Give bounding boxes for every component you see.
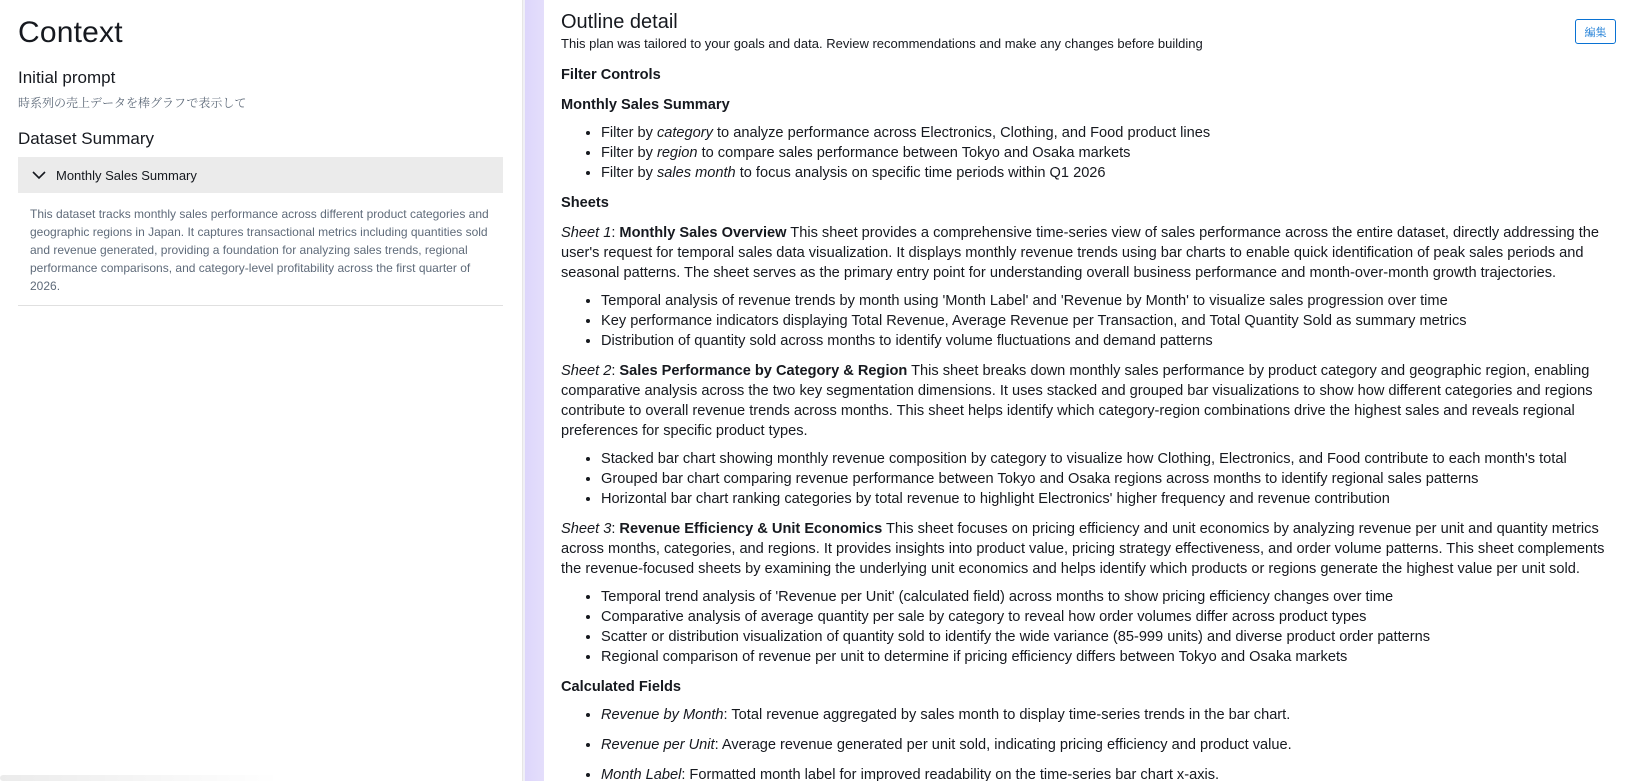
calculated-fields-list xyxy=(561,705,1618,781)
accordion-label: Monthly Sales Summary xyxy=(56,167,197,183)
list-item: • Filter by sales month to focus analysis on specific time periods within Q1 2026 xyxy=(601,163,1618,183)
list-item: • Revenue by Month: Total revenue aggregated by sales month to display time-series trends in the bar chart. xyxy=(601,705,1618,725)
sheet-3-description: Sheet 3: Revenue Efficiency & Unit Economics This sheet focuses on pricing efficiency and unit economics by analyzing revenue per unit and quantity metrics across months, categories, and regions. It provides insights into product value, pricing strategy effectiveness, and order volume patterns. This sheet complements the revenue-focused sheets by examining the underlying unit economics and helps identify which products or regions generate the highest value per unit sold. xyxy=(561,521,1605,577)
list-item: • Horizontal bar chart ranking categories by total revenue to highlight Electronics' higher frequency and revenue contribution xyxy=(601,489,1618,509)
list-item: • Temporal trend analysis of 'Revenue per Unit' (calculated field) across months to show pricing efficiency changes over time xyxy=(601,587,1618,607)
list-item: • Filter by region to compare sales performance between Tokyo and Osaka markets xyxy=(601,143,1618,163)
sheet-2-bullets xyxy=(561,449,1618,509)
list-item: • Grouped bar chart comparing revenue performance between Tokyo and Osaka regions across months to identify regional sales patterns xyxy=(601,469,1618,489)
chevron-down-icon[interactable] xyxy=(30,166,48,184)
outline-title: Outline detail xyxy=(561,11,678,33)
initial-prompt-heading: Initial prompt xyxy=(18,68,116,87)
list-item: • Key performance indicators displaying Total Revenue, Average Revenue per Transaction, and Total Quantity Sold as summary metrics xyxy=(601,311,1618,331)
outline-panel xyxy=(544,0,1626,781)
accordion-header[interactable] xyxy=(18,157,503,193)
sheets-heading: Sheets xyxy=(561,195,609,211)
edit-button[interactable]: 編集 xyxy=(1575,19,1616,44)
outline-content xyxy=(561,65,1618,781)
list-item: • Revenue per Unit: Average revenue generated per unit sold, indicating pricing efficiency and product value. xyxy=(601,735,1618,755)
filter-controls-heading: Filter Controls xyxy=(561,67,661,83)
panel-divider[interactable] xyxy=(522,0,544,781)
list-item: • Regional comparison of revenue per unit to determine if pricing efficiency differs between Tokyo and Osaka markets xyxy=(601,647,1618,667)
sheet-1-description: Sheet 1: Monthly Sales Overview This sheet provides a comprehensive time-series view of sales performance across the entire dataset, directly addressing the user's request for temporal sales data visualization. It displays monthly revenue trends using bar charts to enable quick identification of peak sales periods and seasonal patterns. The sheet serves as the primary entry point for understanding overall business performance and month-over-month growth trajectories. xyxy=(561,225,1600,281)
initial-prompt-text: 時系列の売上データを棒グラフで表示して xyxy=(18,96,247,110)
context-title: Context xyxy=(18,16,123,49)
sheet-3-bullets xyxy=(561,587,1618,667)
filter-list xyxy=(561,123,1618,183)
scroll-shadow xyxy=(0,775,280,781)
context-panel xyxy=(0,0,522,781)
list-item: • Filter by category to analyze performance across Electronics, Clothing, and Food product lines xyxy=(601,123,1618,143)
calculated-fields-heading: Calculated Fields xyxy=(561,679,682,695)
dataset-summary-heading: Dataset Summary xyxy=(18,129,155,148)
list-item: • Month Label: Formatted month label for improved readability on the time-series bar chart x-axis. xyxy=(601,765,1618,781)
list-item: • Comparative analysis of average quantity per sale by category to reveal how order volumes differ across product types xyxy=(601,607,1618,627)
outline-subtitle: This plan was tailored to your goals and data. Review recommendations and make any changes before building xyxy=(561,36,1203,51)
sheet-1-bullets xyxy=(561,291,1618,351)
filter-group-heading: Monthly Sales Summary xyxy=(561,97,730,113)
list-item: • Stacked bar chart showing monthly revenue composition by category to visualize how Clothing, Electronics, and Food contribute to each month's total xyxy=(601,449,1618,469)
sheet-2-description: Sheet 2: Sales Performance by Category & Region This sheet breaks down monthly sales performance by product category and geographic region, enabling comparative analysis across the two key segmentation dimensions. It uses stacked and grouped bar visualizations to show how different categories and regions contribute to overall revenue trends across months. This sheet helps identify which category-region combinations drive the highest sales and reveals regional preferences for specific product types. xyxy=(561,363,1593,439)
dataset-description: This dataset tracks monthly sales performance across different product categories and geographic regions in Japan. It captures transactional metrics including quantities sold and revenue generated, providing a foundation for analyzing sales trends, regional performance comparisons, and category-level profitability across the first quarter of 2026. xyxy=(30,207,489,293)
list-item: • Distribution of quantity sold across months to identify volume fluctuations and demand patterns xyxy=(601,331,1618,351)
list-item: • Scatter or distribution visualization of quantity sold to identify the wide variance (85-999 units) and diverse product order patterns xyxy=(601,627,1618,647)
dataset-accordion xyxy=(18,157,503,306)
list-item: • Temporal analysis of revenue trends by month using 'Month Label' and 'Revenue by Month' to visualize sales progression over time xyxy=(601,291,1618,311)
